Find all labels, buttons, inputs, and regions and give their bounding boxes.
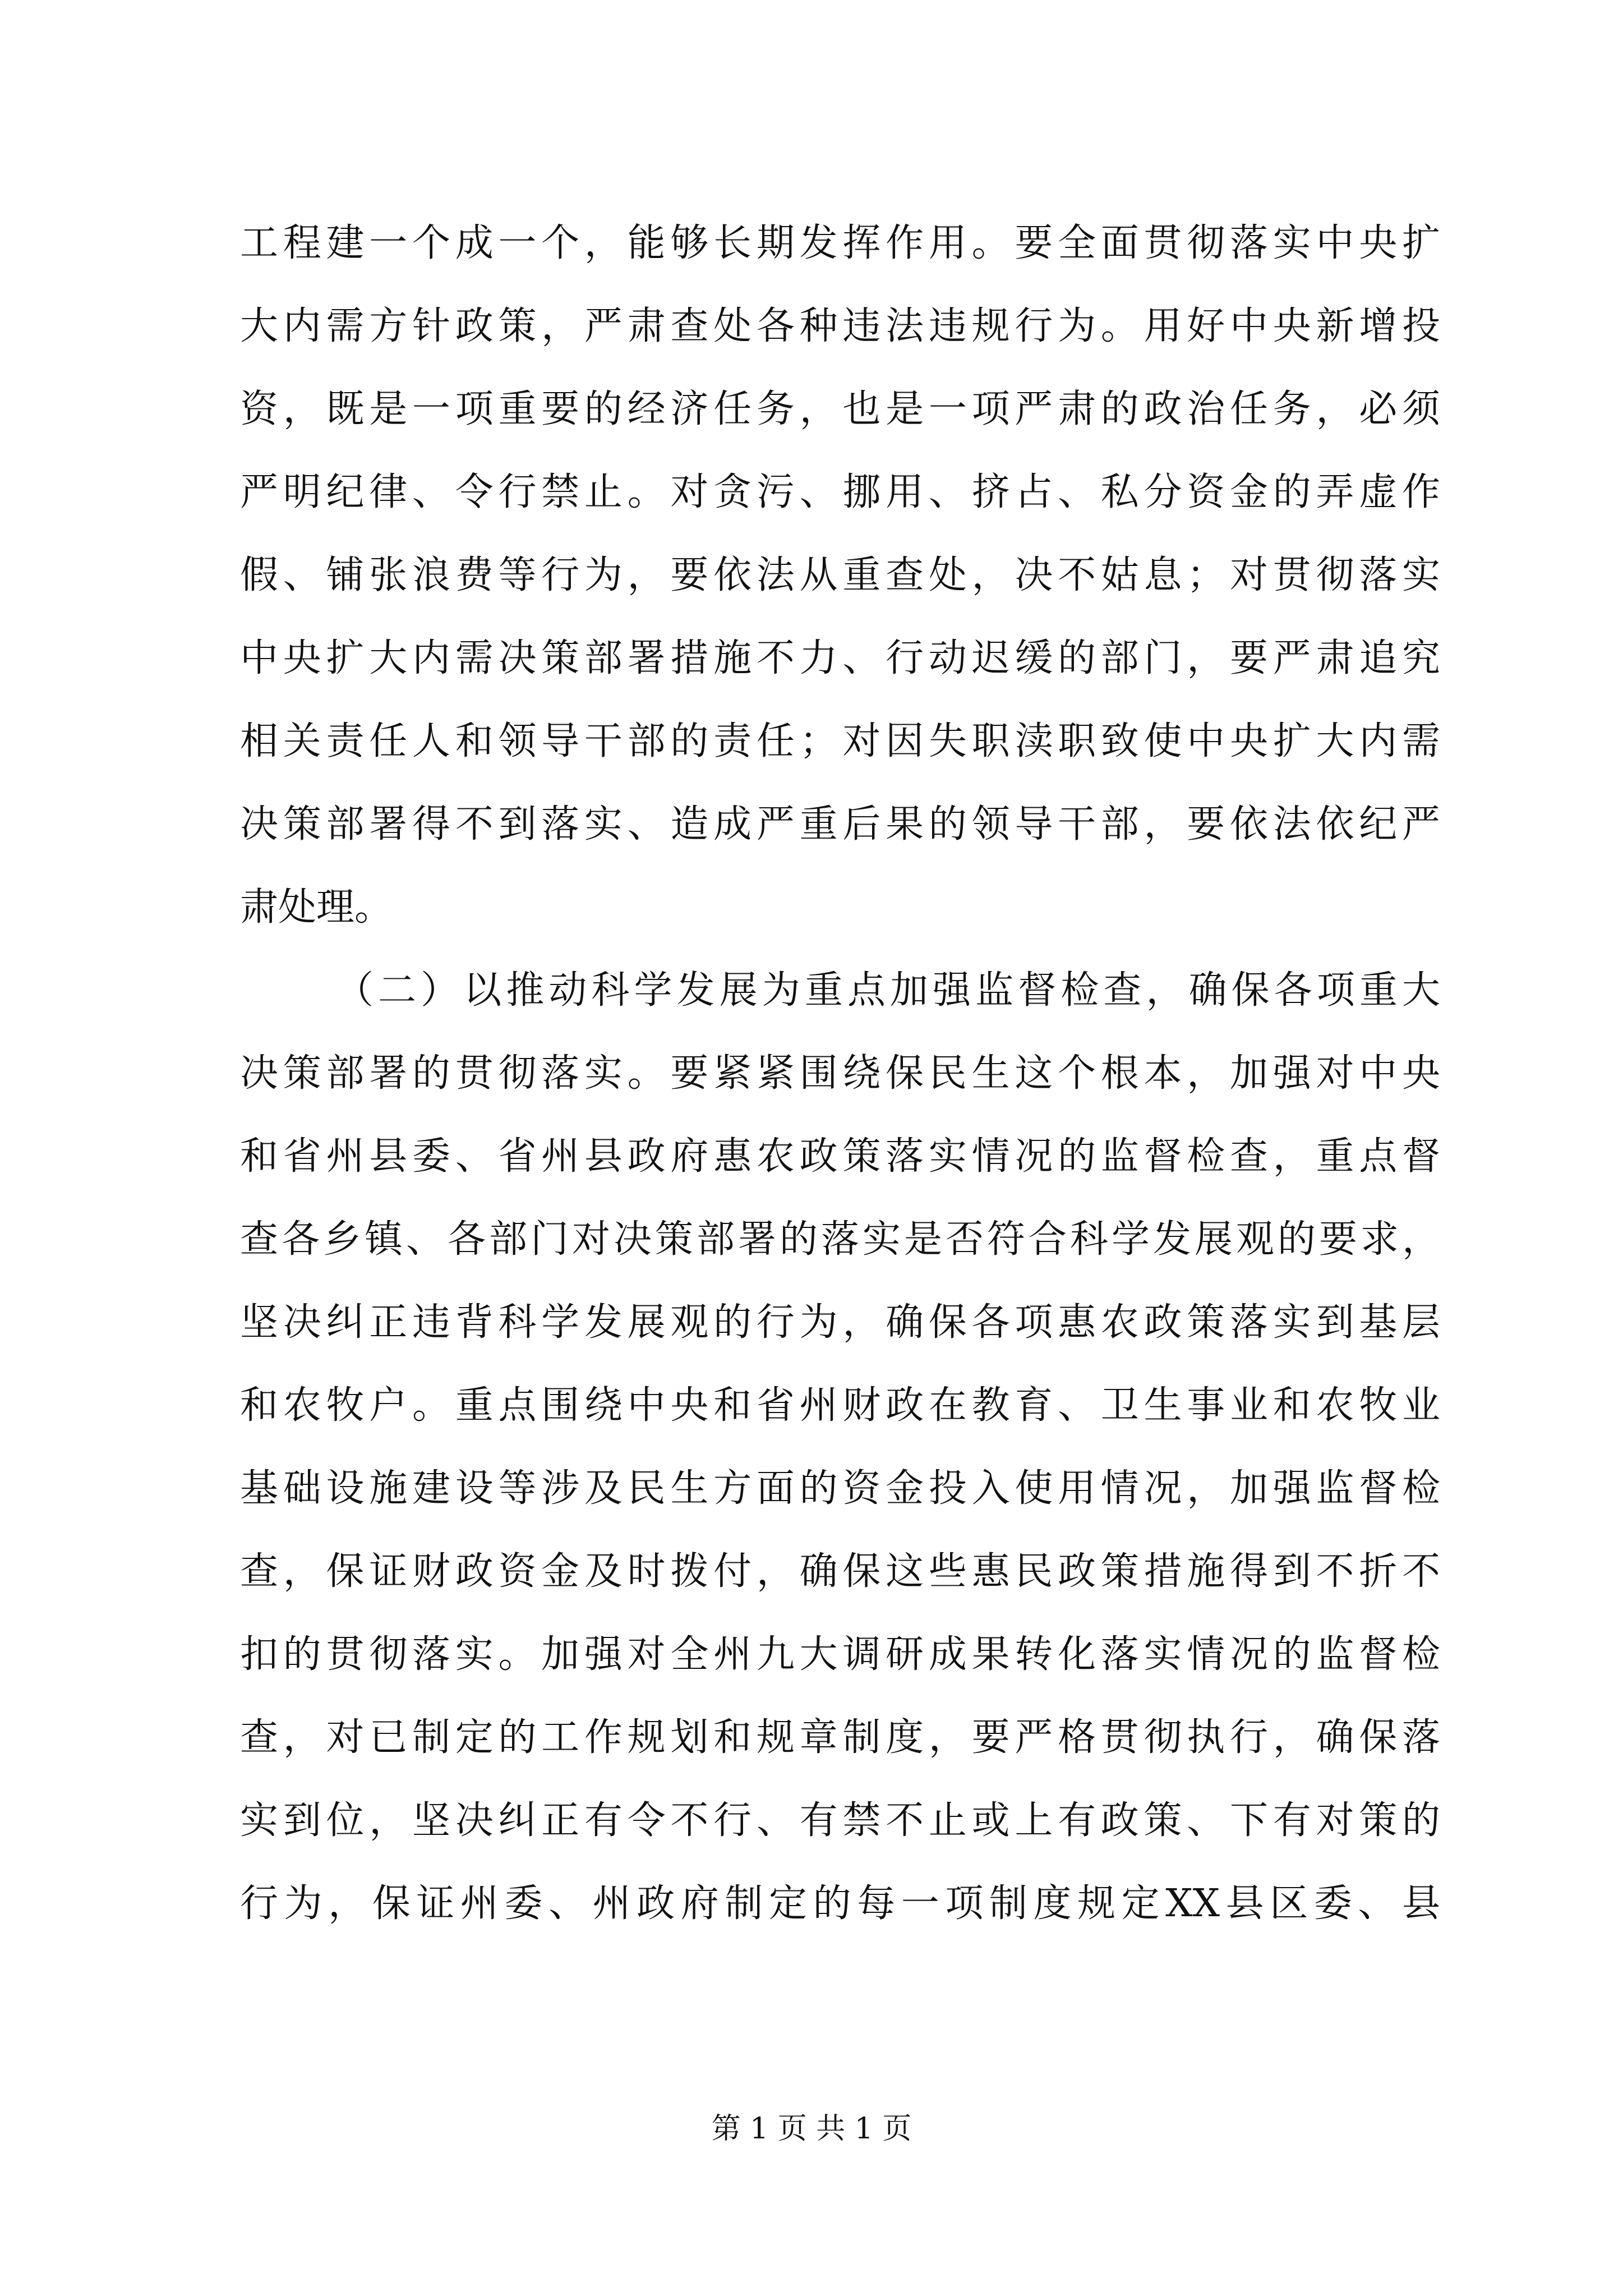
text-line: 中央扩大内需决策部署措施不力、行动迟缓的部门，要严肃追究 bbox=[240, 636, 1440, 680]
text-line: 和省州县委、省州县政府惠农政策落实情况的监督检查，重点督 bbox=[240, 1134, 1440, 1179]
text-line: 实到位，坚决纠正有令不行、有禁不止或上有政策、下有对策的 bbox=[240, 1798, 1440, 1843]
text-line: 决策部署的贯彻落实。要紧紧围绕保民生这个根本，加强对中央 bbox=[240, 1051, 1440, 1096]
text-line: 假、铺张浪费等行为，要依法从重查处，决不姑息；对贯彻落实 bbox=[240, 553, 1440, 597]
page-footer bbox=[0, 2109, 1623, 2148]
text-line: 肃处理。 bbox=[240, 885, 393, 930]
text-line: 查，保证财政资金及时拨付，确保这些惠民政策措施得到不折不 bbox=[240, 1549, 1440, 1594]
text-line: 查，对已制定的工作规划和规章制度，要严格贯彻执行，确保落 bbox=[240, 1715, 1440, 1760]
text-line: 工程建一个成一个，能够长期发挥作用。要全面贯彻落实中央扩 bbox=[240, 221, 1440, 265]
text-line: 基础设施建设等涉及民生方面的资金投入使用情况，加强监督检 bbox=[240, 1466, 1440, 1511]
text-line: 相关责任人和领导干部的责任；对因失职渎职致使中央扩大内需 bbox=[240, 719, 1440, 763]
text-line: 大内需方针政策，严肃查处各种违法违规行为。用好中央新增投 bbox=[240, 304, 1440, 348]
text-line: 决策部署得不到落实、造成严重后果的领导干部，要依法依纪严 bbox=[240, 802, 1440, 846]
text-line: 资，既是一项重要的经济任务，也是一项严肃的政治任务，必须 bbox=[240, 387, 1440, 431]
text-line: 严明纪律、令行禁止。对贪污、挪用、挤占、私分资金的弄虚作 bbox=[240, 470, 1440, 514]
text-line: 行为，保证州委、州政府制定的每一项制度规定XX县区委、县 bbox=[240, 1881, 1440, 1926]
text-line: 坚决纠正违背科学发展观的行为，确保各项惠农政策落实到基层 bbox=[240, 1300, 1440, 1345]
section-heading-line: （二）以推动科学发展为重点加强监督检查，确保各项重大 bbox=[335, 968, 1440, 1013]
text-line: 查各乡镇、各部门对决策部署的落实是否符合科学发展观的要求， bbox=[240, 1217, 1440, 1262]
document-body bbox=[240, 202, 1440, 1945]
text-line: 扣的贯彻落实。加强对全州九大调研成果转化落实情况的监督检 bbox=[240, 1632, 1440, 1677]
text-line: 和农牧户。重点围绕中央和省州财政在教育、卫生事业和农牧业 bbox=[240, 1383, 1440, 1428]
page-number-label: 第 1 页 共 1 页 bbox=[711, 2112, 912, 2146]
